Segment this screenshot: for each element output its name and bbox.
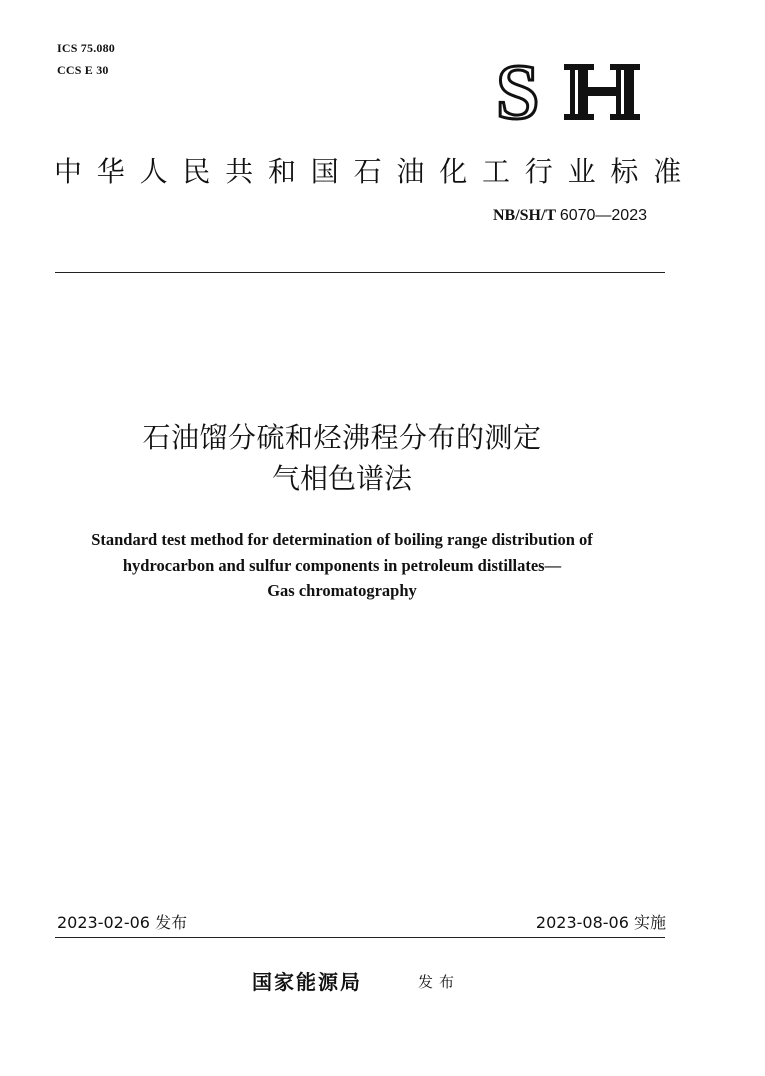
issuing-action: 发布 (418, 973, 461, 991)
sh-logo (496, 56, 646, 126)
top-divider (55, 272, 665, 273)
implementation-date: 2023-08-06 实施 (535, 913, 666, 932)
standard-number (493, 207, 647, 225)
ics-code: ICS 75.080 (57, 41, 116, 55)
bottom-divider (55, 937, 665, 938)
ccs-code: CCS E 30 (57, 63, 109, 77)
standard-category-title: 中华人民共和国石油化工行业标准 (54, 155, 697, 188)
english-title-line-1: Standard test method for determination of boiling range distribution of (91, 530, 593, 549)
chinese-title-line-1: 石油馏分硫和烃沸程分布的测定 (142, 421, 542, 454)
english-title (0, 527, 684, 604)
standard-number-value: 6070—2023 (559, 207, 647, 224)
issuing-authority: 国家能源局 (252, 970, 362, 994)
svg-text:S: S (496, 56, 540, 126)
standard-number-prefix: NB/SH/T (492, 207, 556, 224)
publish-date: 2023-02-06 发布 (57, 913, 188, 932)
chinese-title-line-2: 气相色谱法 (271, 462, 412, 495)
english-title-line-3: Gas chromatography (267, 581, 417, 600)
english-title-line-2: hydrocarbon and sulfur components in petroleum distillates— (122, 555, 562, 575)
